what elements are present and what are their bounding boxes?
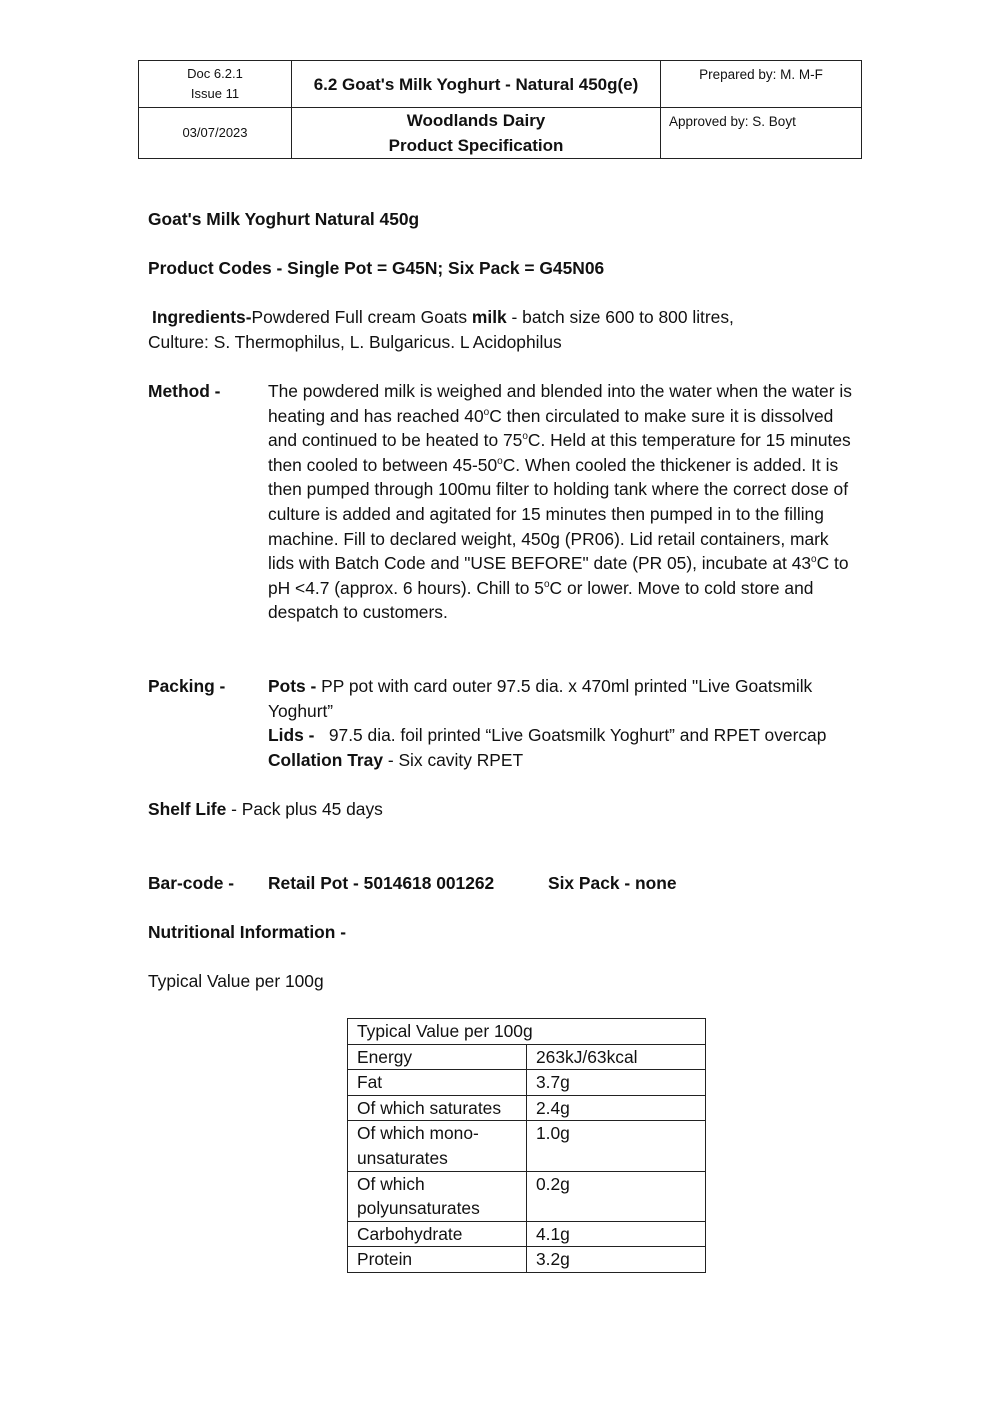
method-part-2: C then circulated to make sure it is dissolved and continued to be heated to 75 bbox=[268, 405, 834, 451]
packing-body bbox=[268, 674, 858, 772]
doc-issue-cell bbox=[139, 61, 292, 108]
table-row bbox=[348, 1095, 706, 1121]
ingredients-batch: - batch size 600 to 800 litres, bbox=[506, 307, 734, 327]
barcode-line bbox=[148, 871, 848, 896]
culture-line: Culture: S. Thermophilus, L. Bulgaricus. L Acidophilus bbox=[148, 332, 562, 352]
nutrition-heading: Nutritional Information - bbox=[148, 922, 347, 942]
table-row bbox=[348, 1044, 706, 1070]
lids-text: 97.5 dia. foil printed “Live Goatsmilk Yoghurt” and RPET overcap bbox=[319, 725, 827, 746]
nutrient-value: 263kJ/63kcal bbox=[527, 1044, 706, 1070]
ingredients-text: Powdered Full cream Goats bbox=[251, 307, 472, 327]
nutrient-name: Protein bbox=[348, 1247, 527, 1273]
barcode-label: Bar-code - bbox=[148, 873, 235, 893]
table-row bbox=[348, 1121, 706, 1171]
nutrient-value: 0.2g bbox=[527, 1171, 706, 1221]
nutrient-name: Of which polyunsaturates bbox=[348, 1171, 527, 1221]
nutrient-value: 1.0g bbox=[527, 1121, 706, 1171]
degree-symbol: o bbox=[543, 578, 550, 590]
barcode-retail: Retail Pot - 5014618 001262 bbox=[268, 873, 495, 893]
degree-symbol: o bbox=[522, 431, 528, 443]
shelf-life-line bbox=[148, 797, 383, 822]
prepared-by: Prepared by: M. M-F bbox=[661, 61, 862, 108]
product-name: Goat's Milk Yoghurt Natural 450g bbox=[148, 209, 420, 229]
nutrient-name: Carbohydrate bbox=[348, 1221, 527, 1247]
approved-by: Approved by: S. Boyt bbox=[661, 108, 862, 159]
nutrient-name: Of which saturates bbox=[348, 1095, 527, 1121]
pots-text: PP pot with card outer 97.5 dia. x 470ml printed "Live Goatsmilk Yoghurt” bbox=[268, 676, 813, 721]
lids-line bbox=[268, 723, 858, 748]
tray-line bbox=[268, 748, 858, 773]
packing-label: Packing - bbox=[148, 676, 226, 696]
method-part-1: The powdered milk is weighed and blended into the water when the water is heating and has reached 40 bbox=[268, 381, 852, 426]
method-part-3: C. Held at this temperature for 15 minutes then cooled to between 45-50 bbox=[268, 430, 851, 475]
typical-value-label: Typical Value per 100g bbox=[148, 971, 324, 991]
degree-symbol: o bbox=[811, 554, 817, 566]
nutrient-name: Of which mono-unsaturates bbox=[348, 1121, 527, 1171]
method-label: Method - bbox=[148, 381, 221, 401]
method-part-6: C or lower. Move to cold store and despatch to customers. bbox=[268, 577, 814, 623]
nutrient-value: 3.2g bbox=[527, 1247, 706, 1273]
doc-number: Doc 6.2.1 bbox=[187, 66, 243, 81]
product-codes: Product Codes - Single Pot = G45N; Six Pack = G45N06 bbox=[148, 258, 605, 278]
company-cell bbox=[292, 108, 661, 159]
company-name: Woodlands Dairy bbox=[406, 111, 546, 130]
ingredients-line bbox=[152, 305, 734, 330]
doc-title: 6.2 Goat's Milk Yoghurt - Natural 450g(e) bbox=[292, 61, 661, 108]
tray-text: - Six cavity RPET bbox=[383, 749, 524, 770]
degree-symbol: o bbox=[483, 406, 490, 418]
pots-line bbox=[268, 674, 858, 723]
nutrient-name: Fat bbox=[348, 1070, 527, 1096]
nutrient-value: 3.7g bbox=[527, 1070, 706, 1096]
lids-label: Lids - bbox=[268, 725, 320, 746]
issue-number: Issue 11 bbox=[190, 86, 240, 101]
nutrition-header-row bbox=[348, 1019, 706, 1045]
doc-date: 03/07/2023 bbox=[139, 108, 292, 159]
table-row bbox=[348, 1247, 706, 1273]
ingredients-label: Ingredients- bbox=[152, 307, 252, 327]
nutrient-name: Energy bbox=[348, 1044, 527, 1070]
method-text bbox=[268, 379, 858, 625]
table-row bbox=[348, 1221, 706, 1247]
table-row bbox=[348, 1070, 706, 1096]
shelf-life-label: Shelf Life bbox=[148, 799, 227, 819]
barcode-six-pack: Six Pack - none bbox=[548, 873, 677, 893]
nutrient-value: 4.1g bbox=[527, 1221, 706, 1247]
table-row bbox=[348, 1171, 706, 1221]
method-part-4: C. When cooled the thickener is added. It is then pumped through 100mu filter to holding tank where the correct dose of culture is added and agitated for 15 minutes then pumped in to the filling machine. Fill to declared weight, 450g (PR06). Lid retail containers, mark lids with Batch Code and "USE BEFORE" date (PR 05), incubate at 43 bbox=[268, 454, 849, 574]
pots-label: Pots - bbox=[268, 676, 322, 696]
shelf-life-text: - Pack plus 45 days bbox=[226, 799, 383, 819]
nutrition-table bbox=[347, 1018, 706, 1273]
nutrition-header: Typical Value per 100g bbox=[348, 1019, 706, 1045]
ingredients-milk: milk bbox=[471, 307, 507, 327]
method-part-5: C to pH <4.7 (approx. 6 hours). Chill to 5 bbox=[268, 553, 849, 598]
document-header bbox=[138, 60, 862, 159]
degree-symbol: o bbox=[497, 455, 503, 467]
doc-type: Product Specification bbox=[388, 136, 564, 155]
nutrient-value: 2.4g bbox=[527, 1095, 706, 1121]
tray-label: Collation Tray bbox=[268, 749, 383, 770]
